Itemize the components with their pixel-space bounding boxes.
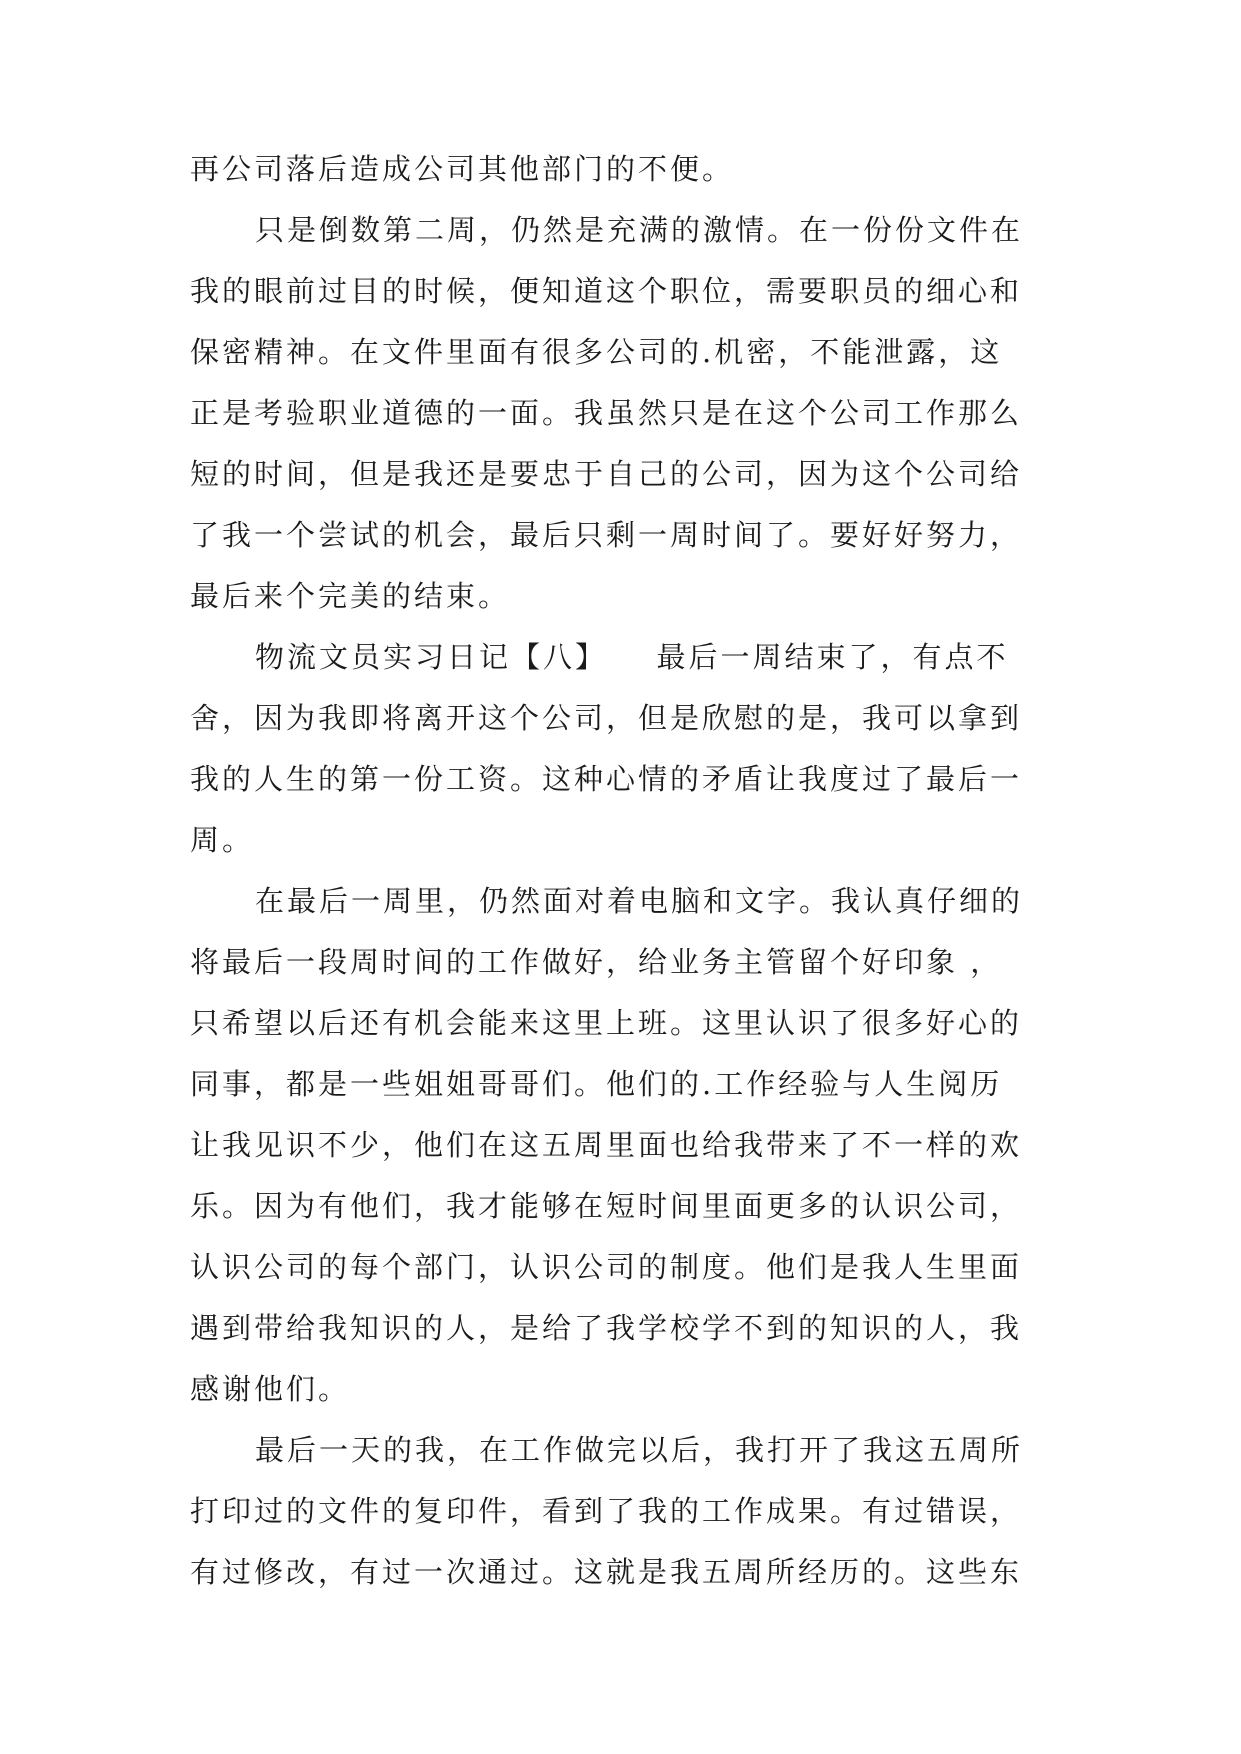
text-line: 乐。因为有他们，我才能够在短时间里面更多的认识公司， (190, 1189, 1023, 1223)
text-line: 只是倒数第二周，仍然是充满的激情。在一份份文件在 (255, 213, 1024, 247)
text-line: 打印过的文件的复印件，看到了我的工作成果。有过错误， (190, 1494, 1023, 1528)
text-line: 感谢他们。 (190, 1372, 351, 1406)
text-line: 有过修改，有过一次通过。这就是我五周所经历的。这些东 (190, 1555, 1023, 1589)
text-line: 最后来个完美的结束。 (190, 579, 511, 613)
text-line: 舍，因为我即将离开这个公司，但是欣慰的是，我可以拿到 (190, 701, 1023, 735)
text-line: 我的眼前过目的时候，便知道这个职位，需要职员的细心和 (190, 274, 1023, 308)
text-line: 在最后一周里，仍然面对着电脑和文字。我认真仔细的 (255, 884, 1024, 918)
text-line: 我的人生的第一份工资。这种心情的矛盾让我度过了最后一 (190, 762, 1023, 796)
text-line: 了我一个尝试的机会，最后只剩一周时间了。要好好努力， (190, 518, 1023, 552)
text-line: 同事，都是一些姐姐哥哥们。他们的.工作经验与人生阅历 (190, 1067, 1003, 1101)
text-line: 将最后一段周时间的工作做好，给业务主管留个好印象 ， (190, 945, 1003, 979)
text-line: 周。 (190, 823, 255, 857)
text-line: 最后一天的我，在工作做完以后，我打开了我这五周所 (255, 1433, 1024, 1467)
document-body (190, 150, 1060, 1614)
text-line: 保密精神。在文件里面有很多公司的.机密，不能泄露，这 (190, 335, 1003, 369)
text-line: 短的时间，但是我还是要忠于自己的公司，因为这个公司给 (190, 457, 1023, 491)
text-line: 认识公司的每个部门，认识公司的制度。他们是我人生里面 (190, 1250, 1023, 1284)
text-line: 物流文员实习日记【八】 最后一周结束了，有点不 (255, 640, 1009, 674)
text-line: 正是考验职业道德的一面。我虽然只是在这个公司工作那么 (190, 396, 1023, 430)
text-line: 遇到带给我知识的人，是给了我学校学不到的知识的人，我 (190, 1311, 1023, 1345)
text-line: 再公司落后造成公司其他部门的不便。 (190, 152, 735, 186)
text-line: 只希望以后还有机会能来这里上班。这里认识了很多好心的 (190, 1006, 1023, 1040)
text-line: 让我见识不少，他们在这五周里面也给我带来了不一样的欢 (190, 1128, 1023, 1162)
